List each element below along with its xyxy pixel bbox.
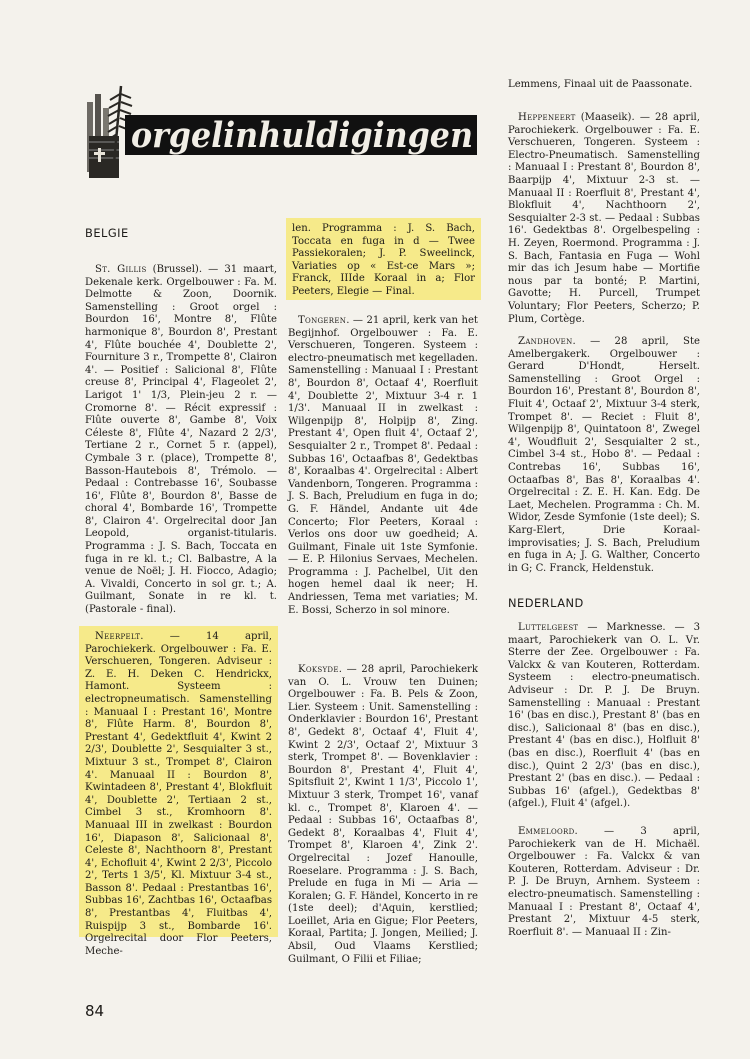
entry-st-gillis — [85, 264, 277, 617]
entry-neerpelt-continued — [286, 218, 481, 300]
entry-place: Tongeren — [298, 315, 347, 326]
entry-place: St. Gillis — [95, 264, 147, 275]
section-heading-belgie: BELGIE — [85, 226, 129, 240]
section-heading-nederland: NEDERLAND — [508, 596, 584, 610]
entry-koksyde — [288, 664, 478, 966]
entry-text: . — 28 april, Ste Amelbergakerk. Orgelbouwer : Gerard D'Hondt, Herselt. Samenstelling : Groot Orgel : Bourdon 16', Prestant 8', Bourdon 8', Fluit 4', Octaaf 2', Mixtuur 3-4 sterk, Trompet 8'. — Reciet : Fluit 8', Wilgenpijp 8', Quintatoon 8', Zwegel 4', Woudfluit 2', Sesquialter 2 st., Cimbel 3-4 st., Hobo 8'. — Pedaal : Contrebas 16', Subbas 16', Octaafbas 8', Bas 8', Koraalbas 4'. Orgelrecital : Z. E. H. Kan. Edg. De Laet, Mechelen. Programma : Ch. M. Widor, Zesde Symfonie (1ste deel); S. Karg-Elert, Drie Koraal-improvisaties; J. S. Bach, Preludium en fuga in A; J. G. Walther, Concerto in G; C. Franck, Heldenstuk. — [508, 336, 700, 574]
entry-text: — Marknesse. — 3 maart, Parochiekerk van O. L. Vr. Sterre der Zee. Orgelbouwer : Fa. Valckx & van Kouteren, Rotterdam. Systeem : electro-pneumatisch. Adviseur : Dr. P. J. De Bruyn. Samenstelling : Manuaal : Prestant 16' (bas en disc.), Prestant 8' (bas en disc.), Salicionaal 8' (bas en disc.), Prestant 4' (bas en disc.), Holfluit 8' (bas en disc.), Roerfluit 4' (bas en disc.), Quint 2 2/3' (bas en disc.), Prestant 2' (bas en disc.). — Pedaal : Subbas 16' (afgel.), Gedektbas 8' (afgel.), Fluit 4' (afgel.). — [508, 622, 700, 810]
header-title-banner — [85, 80, 480, 180]
entry-place: Emmeloord — [518, 826, 575, 837]
entry-text: (Maaseik). — 28 april, Parochiekerk. Orgelbouwer : Fa. E. Verschueren, Tongeren. Systeem : Electro-Pneumatisch. Samenstelling : Manuaal I : Prestant 8', Bourdon 8', Baarpijp 4', Mixtuur 2-3 st. — Manuaal II : Roerfluit 8', Prestant 4', Blokfluit 4', Nachthoorn 2', Sesquialter 2-3 st. — Pedaal : Subbas 16'. Gedektbas 8'. Orgelbespeling : H. Zeyen, Roermond. Programma : J. S. Bach, Fantasia en Fuga — Wohl mir das ich Jesum habe — Mortifie nous par ta bonté; P. Martini, Gavotte; H. Purcell, Trumpet Voluntary; Flor Peeters, Scherzo; P. Plum, Cortège. — [508, 112, 700, 325]
entry-text: Lemmens, Finaal uit de Paassonate. — [508, 79, 693, 90]
entry-place: Heppeneert — [518, 112, 576, 123]
entry-text: . — 21 april, kerk van het Begijnhof. Orgelbouwer : Fa. E. Verschueren, Tongeren. Systeem : electro-pneumatisch met kegelladen. Samenstelling : Manuaal I : Prestant 8', Bourdon 8', Octaaf 4', Roerfluit 4', Doublette 2', Mixtuur 3-4 r. 1 1/3'. Manuaal II in zwelkast : Wilgenpijp 8', Holpijp 8', Zing. Prestant 4', Open fluit 4', Octaaf 2', Sesquialter 2 r., Trompet 8'. Pedaal : Subbas 16', Octaafbas 8', Gedektbas 8', Koraalbas 4'. Orgelrecital : Albert Vandenborn, Tongeren. Programma : J. S. Bach, Preludium en fuga in do; G. F. Händel, Andante uit 4de Concerto; Flor Peeters, Koraal : Verlos ons door uw goedheid; A. Guilmant, Finale uit 1ste Symfonie. — E. P. Hilonius Servaes, Mechelen. Programma : J. Pachelbel, Uit den hogen hemel daal ik neer; H. Andriessen, Tema met variaties; M. E. Bossi, Scherzo in sol minore. — [288, 315, 479, 616]
entry-heppeneert — [508, 112, 700, 326]
entry-koksyde-continued — [508, 79, 700, 92]
entry-text: (Brussel). — 31 maart, Dekenale kerk. Orgelbouwer : Fa. M. Delmotte & Zoon, Doornik. Samenstelling : Groot orgel : Bourdon 16', Montre 8', Flûte harmonique 8', Bourdon 8', Prestant 4', Flûte bouchée 4', Doublette 2', Fourniture 3 r., Trompette 8', Clairon 4'. — Positief : Salicional 8', Flûte creuse 8', Principal 4', Flageolet 2', Larigot 1' 1/3, Plein-jeu 2 r. — Cromorne 8'. — Récit expressif : Flûte ouverte 8', Gambe 8', Voix Céleste 8', Flûte 4', Nazard 2 2/3', Tertiane 2 r., Cornet 5 r. (appel), Cymbale 3 r. (place), Trompette 8', Basson-Hautebois 8', Trémolo. — Pedaal : Contrebasse 16', Soubasse 16', Flûte 8', Bourdon 8', Basse de choral 4', Bombarde 16', Trompette 8', Clairon 4'. Orgelrecital door Jan Leopold, organist-titularis. Programma : J. S. Bach, Toccata en fuga in re kl. t.; Cl. Balbastre, A la venue de Noël; J. H. Fiocco, Adagio; A. Vivaldi, Concerto in sol gr. t.; A. Guilmant, Sonate in re kl. t. (Pastorale - final). — [85, 264, 277, 616]
entry-text: . — 14 april, Parochiekerk. Orgelbouwer : Fa. E. Verschueren, Tongeren. Adviseur : Z. E. H. Deken C. Hendrickx, Hamont. Systeem : electropneumatisch. Samenstelling : Manuaal I : Prestant 16', Montre 8', Flûte Harm. 8', Bourdon 8', Prestant 4', Gedektfluit 4', Kwint 2 2/3', Doublette 2', Sesquialter 3 st., Mixtuur 3 st., Trompet 8', Clairon 4'. Manuaal II : Bourdon 8', Kwintadeen 8', Prestant 4', Blokfluit 4', Doublette 2', Tertiaan 2 st., Cimbel 3 st., Kromhoorn 8'. Manuaal III in zwelkast : Bourdon 16', Diapason 8', Salicionaal 8', Celeste 8', Nachthoorn 8', Prestant 4', Echofluit 4', Kwint 2 2/3', Piccolo 2', Terts 1 3/5', Kl. Mixtuur 3-4 st., Basson 8'. Pedaal : Prestantbas 16', Subbas 16', Zachtbas 16', Octaafbas 8', Prestantbas 4', Fluitbas 4', Ruispijp 3 st., Bombarde 16'. Orgelrecital door Flor Peeters, Meche- — [85, 631, 272, 957]
entry-text: len. Programma : J. S. Bach, Toccata en fuga in d — Twee Passiekoralen; J. P. Sweelinck, Variaties op « Est-ce Mars »; Franck, IIIde Koraal in a; Flor Peeters, Elegie — Final. — [292, 223, 475, 297]
entry-place: Koksyde — [298, 664, 339, 675]
entry-place: Luttelgeest — [518, 622, 579, 633]
entry-luttelgeest — [508, 622, 700, 811]
entry-neerpelt — [79, 626, 278, 957]
entry-text: . — 28 april, Parochiekerk van O. L. Vrouw ten Duinen; Orgelbouwer : Fa. B. Pels & Zoon, Lier. Systeem : Unit. Samenstelling : Onderklavier : Bourdon 16', Prestant 8', Gedekt 8', Octaaf 4', Fluit 4', Kwint 2 2/3', Octaaf 2', Mixtuur 3 sterk, Trompet 8'. — Bovenklavier : Bourdon 8', Prestant 4', Fluit 4', Spitsfluit 2', Kwint 1 1/3', Piccolo 1', Mixtuur 3 sterk, Trompet 16', vanaf kl. c., Trompet 8', Klaroen 4'. — Pedaal : Subbas 16', Octaafbas 8', Gedekt 8', Koraalbas 4', Fluit 4', Trompet 8', Klaroen 4', Zink 2'. Orgelrecital : Jozef Hanoulle, Roeselare. Programma : J. S. Bach, Prelude en fuga in Mi — Aria — Koralen; G. F. Händel, Koncerto in re (1ste deel); d'Aquin, kerstlied; Loeillet, Aria en Gigue; Flor Peeters, Koraal, Partita; J. Jongen, Meilied; J. Absil, Oud Vlaams Kerstlied; Guilmant, O Filii et Filiae; — [288, 664, 478, 965]
entry-zandhoven — [508, 336, 700, 575]
page-number: 84 — [85, 1002, 105, 1020]
entry-place: Neerpelt — [95, 631, 141, 642]
entry-tongeren — [288, 315, 478, 617]
entry-text: . — 3 april, Parochiekerk van de H. Michaël. Orgelbouwer : Fa. Valckx & van Kouteren, Rotterdam. Adviseur : Dr. P. J. De Bruyn, Arnhem. Systeem : electro-pneumatisch. Samenstelling : Manuaal I : Prestant 8', Octaaf 4', Prestant 2', Mixtuur 4-5 sterk, Roerfluit 8'. — Manuaal II : Zin- — [508, 826, 700, 938]
entry-place: Zandhoven — [518, 336, 573, 347]
header-title: orgelinhuldigingen — [131, 115, 473, 156]
entry-emmeloord — [508, 826, 700, 939]
